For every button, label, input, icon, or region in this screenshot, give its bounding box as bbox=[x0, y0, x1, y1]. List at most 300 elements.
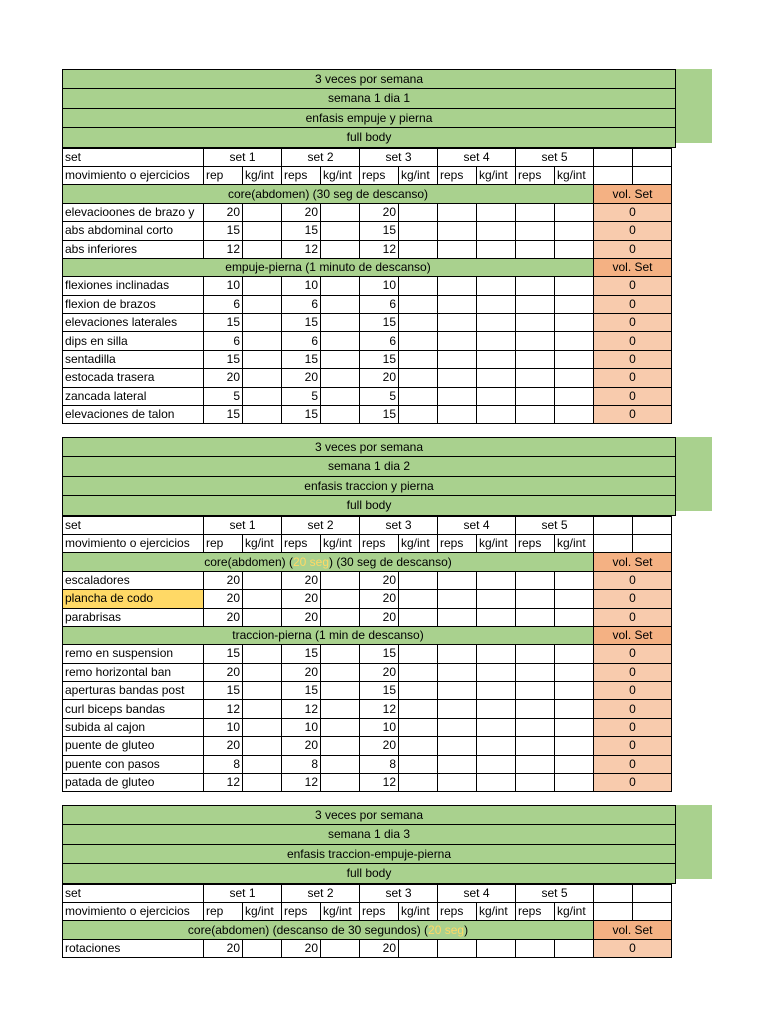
set5-reps[interactable] bbox=[516, 369, 555, 387]
set4-kg[interactable] bbox=[477, 939, 516, 957]
set4-kg[interactable] bbox=[477, 608, 516, 626]
set4-kg[interactable] bbox=[477, 350, 516, 368]
set3-header[interactable]: set 3 bbox=[360, 884, 438, 902]
set1-reps[interactable]: 5 bbox=[204, 387, 243, 405]
subcol[interactable]: rep bbox=[204, 166, 243, 184]
set1-kg[interactable] bbox=[243, 240, 282, 258]
set5-reps[interactable] bbox=[516, 645, 555, 663]
set2-reps[interactable]: 15 bbox=[282, 350, 321, 368]
set5-kg[interactable] bbox=[555, 203, 594, 221]
set4-reps[interactable] bbox=[438, 571, 477, 589]
exercise-name[interactable]: curl biceps bandas bbox=[63, 700, 204, 718]
set2-reps[interactable]: 12 bbox=[282, 700, 321, 718]
vol-set-value[interactable]: 0 bbox=[594, 314, 672, 332]
set2-reps[interactable]: 8 bbox=[282, 755, 321, 773]
set2-kg[interactable] bbox=[321, 718, 360, 736]
set3-reps[interactable]: 20 bbox=[360, 203, 399, 221]
set3-reps[interactable]: 12 bbox=[360, 700, 399, 718]
vol-set-value[interactable]: 0 bbox=[594, 774, 672, 792]
set3-reps[interactable]: 6 bbox=[360, 332, 399, 350]
empty-cell[interactable] bbox=[594, 884, 633, 902]
set2-reps[interactable]: 20 bbox=[282, 369, 321, 387]
subcol[interactable]: reps bbox=[516, 166, 555, 184]
set2-kg[interactable] bbox=[321, 350, 360, 368]
set2-reps[interactable]: 15 bbox=[282, 314, 321, 332]
set2-kg[interactable] bbox=[321, 590, 360, 608]
vol-set-value[interactable]: 0 bbox=[594, 387, 672, 405]
set2-reps[interactable]: 6 bbox=[282, 332, 321, 350]
set4-reps[interactable] bbox=[438, 295, 477, 313]
set2-reps[interactable]: 12 bbox=[282, 774, 321, 792]
set3-reps[interactable]: 20 bbox=[360, 663, 399, 681]
vol-set-header[interactable]: vol. Set bbox=[594, 185, 672, 203]
vol-set-value[interactable]: 0 bbox=[594, 369, 672, 387]
subcol[interactable]: reps bbox=[282, 534, 321, 552]
set1-kg[interactable] bbox=[243, 608, 282, 626]
set5-reps[interactable] bbox=[516, 682, 555, 700]
set3-kg[interactable] bbox=[399, 240, 438, 258]
subcol[interactable]: kg/int bbox=[243, 902, 282, 920]
exercise-name[interactable]: puente de gluteo bbox=[63, 737, 204, 755]
subcol[interactable]: reps bbox=[282, 902, 321, 920]
subcol[interactable]: kg/int bbox=[321, 902, 360, 920]
set3-reps[interactable]: 15 bbox=[360, 314, 399, 332]
set1-kg[interactable] bbox=[243, 645, 282, 663]
set1-reps[interactable]: 12 bbox=[204, 700, 243, 718]
exercise-name[interactable]: parabrisas bbox=[63, 608, 204, 626]
set4-kg[interactable] bbox=[477, 222, 516, 240]
set5-reps[interactable] bbox=[516, 663, 555, 681]
set3-kg[interactable] bbox=[399, 314, 438, 332]
set2-kg[interactable] bbox=[321, 939, 360, 957]
subcol[interactable]: kg/int bbox=[399, 166, 438, 184]
set2-kg[interactable] bbox=[321, 645, 360, 663]
set5-reps[interactable] bbox=[516, 590, 555, 608]
set1-reps[interactable]: 10 bbox=[204, 277, 243, 295]
set5-kg[interactable] bbox=[555, 387, 594, 405]
set5-kg[interactable] bbox=[555, 222, 594, 240]
set4-kg[interactable] bbox=[477, 663, 516, 681]
set1-reps[interactable]: 6 bbox=[204, 295, 243, 313]
set1-header[interactable]: set 1 bbox=[204, 884, 282, 902]
set4-kg[interactable] bbox=[477, 203, 516, 221]
set5-reps[interactable] bbox=[516, 737, 555, 755]
set1-kg[interactable] bbox=[243, 350, 282, 368]
set3-kg[interactable] bbox=[399, 295, 438, 313]
empty-cell[interactable] bbox=[633, 516, 672, 534]
set2-reps[interactable]: 20 bbox=[282, 203, 321, 221]
set5-reps[interactable] bbox=[516, 608, 555, 626]
set4-reps[interactable] bbox=[438, 240, 477, 258]
set5-reps[interactable] bbox=[516, 350, 555, 368]
empty-cell[interactable] bbox=[594, 166, 633, 184]
set4-kg[interactable] bbox=[477, 387, 516, 405]
set2-reps[interactable]: 15 bbox=[282, 645, 321, 663]
set4-reps[interactable] bbox=[438, 369, 477, 387]
vol-set-value[interactable]: 0 bbox=[594, 277, 672, 295]
set3-reps[interactable]: 20 bbox=[360, 737, 399, 755]
set2-kg[interactable] bbox=[321, 406, 360, 424]
set1-reps[interactable]: 15 bbox=[204, 682, 243, 700]
set4-reps[interactable] bbox=[438, 663, 477, 681]
set1-reps[interactable]: 15 bbox=[204, 406, 243, 424]
set5-reps[interactable] bbox=[516, 314, 555, 332]
vol-set-value[interactable]: 0 bbox=[594, 203, 672, 221]
set1-kg[interactable] bbox=[243, 774, 282, 792]
set1-reps[interactable]: 8 bbox=[204, 755, 243, 773]
set4-reps[interactable] bbox=[438, 774, 477, 792]
day3-full-body[interactable]: full body bbox=[62, 863, 676, 883]
subcol[interactable]: reps bbox=[360, 166, 399, 184]
set5-kg[interactable] bbox=[555, 774, 594, 792]
subcol[interactable]: kg/int bbox=[555, 902, 594, 920]
set4-kg[interactable] bbox=[477, 571, 516, 589]
set5-kg[interactable] bbox=[555, 682, 594, 700]
set1-kg[interactable] bbox=[243, 590, 282, 608]
set4-reps[interactable] bbox=[438, 406, 477, 424]
set4-kg[interactable] bbox=[477, 682, 516, 700]
set5-reps[interactable] bbox=[516, 295, 555, 313]
set4-reps[interactable] bbox=[438, 700, 477, 718]
subcol[interactable]: kg/int bbox=[243, 166, 282, 184]
set4-reps[interactable] bbox=[438, 755, 477, 773]
set3-kg[interactable] bbox=[399, 277, 438, 295]
set3-reps[interactable]: 6 bbox=[360, 295, 399, 313]
set2-header[interactable]: set 2 bbox=[282, 516, 360, 534]
set4-reps[interactable] bbox=[438, 645, 477, 663]
set1-kg[interactable] bbox=[243, 939, 282, 957]
day1-emphasis[interactable]: enfasis empuje y pierna bbox=[62, 108, 676, 127]
set2-kg[interactable] bbox=[321, 663, 360, 681]
set3-reps[interactable]: 8 bbox=[360, 755, 399, 773]
subcol[interactable]: rep bbox=[204, 902, 243, 920]
set1-reps[interactable]: 20 bbox=[204, 608, 243, 626]
set4-header[interactable]: set 4 bbox=[438, 516, 516, 534]
set5-kg[interactable] bbox=[555, 608, 594, 626]
vol-set-value[interactable]: 0 bbox=[594, 608, 672, 626]
vol-set-value[interactable]: 0 bbox=[594, 755, 672, 773]
set4-reps[interactable] bbox=[438, 203, 477, 221]
set3-reps[interactable]: 15 bbox=[360, 350, 399, 368]
set4-reps[interactable] bbox=[438, 387, 477, 405]
set3-reps[interactable]: 20 bbox=[360, 939, 399, 957]
set4-kg[interactable] bbox=[477, 406, 516, 424]
exercise-name[interactable]: aperturas bandas post bbox=[63, 682, 204, 700]
empty-cell[interactable] bbox=[633, 148, 672, 166]
section-core[interactable] bbox=[63, 921, 594, 939]
set5-kg[interactable] bbox=[555, 406, 594, 424]
set3-reps[interactable]: 20 bbox=[360, 608, 399, 626]
vol-set-value[interactable]: 0 bbox=[594, 663, 672, 681]
set3-kg[interactable] bbox=[399, 350, 438, 368]
set4-kg[interactable] bbox=[477, 332, 516, 350]
set1-reps[interactable]: 6 bbox=[204, 332, 243, 350]
set2-reps[interactable]: 20 bbox=[282, 590, 321, 608]
subcol[interactable]: reps bbox=[360, 534, 399, 552]
set2-reps[interactable]: 20 bbox=[282, 939, 321, 957]
set2-reps[interactable]: 15 bbox=[282, 682, 321, 700]
set2-reps[interactable]: 15 bbox=[282, 406, 321, 424]
exercise-name[interactable]: elevaciones de talon bbox=[63, 406, 204, 424]
set5-kg[interactable] bbox=[555, 369, 594, 387]
set3-reps[interactable]: 15 bbox=[360, 222, 399, 240]
set1-kg[interactable] bbox=[243, 369, 282, 387]
set5-reps[interactable] bbox=[516, 406, 555, 424]
set4-reps[interactable] bbox=[438, 718, 477, 736]
vol-set-value[interactable]: 0 bbox=[594, 571, 672, 589]
set5-header[interactable]: set 5 bbox=[516, 148, 594, 166]
empty-cell[interactable] bbox=[594, 516, 633, 534]
set5-kg[interactable] bbox=[555, 645, 594, 663]
day1-frequency[interactable]: 3 veces por semana bbox=[62, 69, 676, 88]
set3-kg[interactable] bbox=[399, 663, 438, 681]
empty-cell[interactable] bbox=[594, 534, 633, 552]
day2-frequency[interactable]: 3 veces por semana bbox=[62, 437, 676, 456]
exercise-name[interactable]: abs abdominal corto bbox=[63, 222, 204, 240]
vol-set-value[interactable]: 0 bbox=[594, 222, 672, 240]
set5-reps[interactable] bbox=[516, 203, 555, 221]
set5-kg[interactable] bbox=[555, 590, 594, 608]
exercise-name[interactable]: elevaciones laterales bbox=[63, 314, 204, 332]
set5-reps[interactable] bbox=[516, 718, 555, 736]
set2-kg[interactable] bbox=[321, 700, 360, 718]
subcol[interactable]: reps bbox=[360, 902, 399, 920]
subcol[interactable]: kg/int bbox=[555, 166, 594, 184]
set2-kg[interactable] bbox=[321, 737, 360, 755]
set5-kg[interactable] bbox=[555, 663, 594, 681]
set4-reps[interactable] bbox=[438, 939, 477, 957]
set3-reps[interactable]: 15 bbox=[360, 682, 399, 700]
section-core[interactable]: core(abdomen) (30 seg de descanso) bbox=[63, 185, 594, 203]
set4-reps[interactable] bbox=[438, 608, 477, 626]
exercise-name[interactable]: zancada lateral bbox=[63, 387, 204, 405]
set4-reps[interactable] bbox=[438, 590, 477, 608]
set1-reps[interactable]: 15 bbox=[204, 222, 243, 240]
section-core[interactable] bbox=[63, 553, 594, 571]
day3-emphasis[interactable]: enfasis traccion-empuje-pierna bbox=[62, 844, 676, 863]
set4-kg[interactable] bbox=[477, 295, 516, 313]
subcol[interactable]: kg/int bbox=[399, 534, 438, 552]
day1-week-day[interactable]: semana 1 dia 1 bbox=[62, 88, 676, 107]
set1-kg[interactable] bbox=[243, 332, 282, 350]
movement-label[interactable]: movimiento o ejercicios bbox=[63, 534, 204, 552]
set1-header[interactable]: set 1 bbox=[204, 148, 282, 166]
vol-set-value[interactable]: 0 bbox=[594, 240, 672, 258]
set2-kg[interactable] bbox=[321, 277, 360, 295]
vol-set-value[interactable]: 0 bbox=[594, 718, 672, 736]
set5-header[interactable]: set 5 bbox=[516, 884, 594, 902]
set5-kg[interactable] bbox=[555, 939, 594, 957]
set2-kg[interactable] bbox=[321, 774, 360, 792]
subcol[interactable]: kg/int bbox=[321, 166, 360, 184]
exercise-name[interactable]: rotaciones bbox=[63, 939, 204, 957]
set-label[interactable]: set bbox=[63, 884, 204, 902]
vol-set-header[interactable]: vol. Set bbox=[594, 553, 672, 571]
empty-cell[interactable] bbox=[633, 166, 672, 184]
set2-reps[interactable]: 20 bbox=[282, 737, 321, 755]
set1-header[interactable]: set 1 bbox=[204, 516, 282, 534]
set2-reps[interactable]: 10 bbox=[282, 718, 321, 736]
set4-header[interactable]: set 4 bbox=[438, 884, 516, 902]
subcol[interactable]: kg/int bbox=[321, 534, 360, 552]
set4-reps[interactable] bbox=[438, 277, 477, 295]
set3-reps[interactable]: 10 bbox=[360, 718, 399, 736]
set2-kg[interactable] bbox=[321, 369, 360, 387]
subcol[interactable]: kg/int bbox=[477, 166, 516, 184]
vol-set-value[interactable]: 0 bbox=[594, 939, 672, 957]
set2-reps[interactable]: 15 bbox=[282, 222, 321, 240]
set1-kg[interactable] bbox=[243, 663, 282, 681]
set3-reps[interactable]: 10 bbox=[360, 277, 399, 295]
exercise-name[interactable]: escaladores bbox=[63, 571, 204, 589]
exercise-name[interactable]: puente con pasos bbox=[63, 755, 204, 773]
set4-kg[interactable] bbox=[477, 774, 516, 792]
set1-kg[interactable] bbox=[243, 314, 282, 332]
set2-kg[interactable] bbox=[321, 240, 360, 258]
set2-reps[interactable]: 20 bbox=[282, 663, 321, 681]
set2-header[interactable]: set 2 bbox=[282, 148, 360, 166]
set5-header[interactable]: set 5 bbox=[516, 516, 594, 534]
set3-reps[interactable]: 20 bbox=[360, 590, 399, 608]
set1-kg[interactable] bbox=[243, 737, 282, 755]
set4-kg[interactable] bbox=[477, 755, 516, 773]
set4-reps[interactable] bbox=[438, 350, 477, 368]
day3-frequency[interactable]: 3 veces por semana bbox=[62, 805, 676, 824]
subcol[interactable]: reps bbox=[516, 902, 555, 920]
vol-set-value[interactable]: 0 bbox=[594, 645, 672, 663]
set5-reps[interactable] bbox=[516, 240, 555, 258]
set1-reps[interactable]: 12 bbox=[204, 774, 243, 792]
exercise-name[interactable]: remo horizontal ban bbox=[63, 663, 204, 681]
set4-kg[interactable] bbox=[477, 718, 516, 736]
set3-reps[interactable]: 5 bbox=[360, 387, 399, 405]
vol-set-value[interactable]: 0 bbox=[594, 700, 672, 718]
set1-reps[interactable]: 20 bbox=[204, 939, 243, 957]
subcol[interactable]: rep bbox=[204, 534, 243, 552]
exercise-name[interactable]: flexion de brazos bbox=[63, 295, 204, 313]
set-label[interactable]: set bbox=[63, 516, 204, 534]
set3-kg[interactable] bbox=[399, 369, 438, 387]
vol-set-header[interactable]: vol. Set bbox=[594, 626, 672, 644]
set4-kg[interactable] bbox=[477, 737, 516, 755]
day2-full-body[interactable]: full body bbox=[62, 495, 676, 515]
set5-kg[interactable] bbox=[555, 700, 594, 718]
day2-week-day[interactable]: semana 1 dia 2 bbox=[62, 456, 676, 475]
set1-reps[interactable]: 15 bbox=[204, 314, 243, 332]
set2-reps[interactable]: 10 bbox=[282, 277, 321, 295]
exercise-name[interactable]: estocada trasera bbox=[63, 369, 204, 387]
exercise-name[interactable]: elevacioones de brazo y bbox=[63, 203, 204, 221]
set3-kg[interactable] bbox=[399, 387, 438, 405]
set4-kg[interactable] bbox=[477, 700, 516, 718]
subcol[interactable]: reps bbox=[282, 166, 321, 184]
set5-reps[interactable] bbox=[516, 774, 555, 792]
set5-reps[interactable] bbox=[516, 277, 555, 295]
vol-set-value[interactable]: 0 bbox=[594, 406, 672, 424]
set1-kg[interactable] bbox=[243, 387, 282, 405]
subcol[interactable]: reps bbox=[438, 534, 477, 552]
vol-set-value[interactable]: 0 bbox=[594, 682, 672, 700]
set-label[interactable]: set bbox=[63, 148, 204, 166]
set3-header[interactable]: set 3 bbox=[360, 148, 438, 166]
vol-set-value[interactable]: 0 bbox=[594, 590, 672, 608]
set3-kg[interactable] bbox=[399, 645, 438, 663]
exercise-name[interactable]: flexiones inclinadas bbox=[63, 277, 204, 295]
section-pull-leg[interactable]: traccion-pierna (1 min de descanso) bbox=[63, 626, 594, 644]
exercise-name[interactable]: sentadilla bbox=[63, 350, 204, 368]
subcol[interactable]: reps bbox=[516, 534, 555, 552]
vol-set-value[interactable]: 0 bbox=[594, 295, 672, 313]
exercise-name[interactable]: plancha de codo bbox=[63, 590, 204, 608]
section-push-leg[interactable]: empuje-pierna (1 minuto de descanso) bbox=[63, 258, 594, 276]
set5-kg[interactable] bbox=[555, 718, 594, 736]
vol-set-value[interactable]: 0 bbox=[594, 350, 672, 368]
set4-reps[interactable] bbox=[438, 332, 477, 350]
set1-reps[interactable]: 20 bbox=[204, 590, 243, 608]
set5-reps[interactable] bbox=[516, 387, 555, 405]
set1-kg[interactable] bbox=[243, 406, 282, 424]
set4-kg[interactable] bbox=[477, 645, 516, 663]
set5-kg[interactable] bbox=[555, 314, 594, 332]
subcol[interactable]: kg/int bbox=[243, 534, 282, 552]
set1-reps[interactable]: 20 bbox=[204, 663, 243, 681]
set1-kg[interactable] bbox=[243, 755, 282, 773]
set3-header[interactable]: set 3 bbox=[360, 516, 438, 534]
set2-reps[interactable]: 6 bbox=[282, 295, 321, 313]
day1-full-body[interactable]: full body bbox=[62, 127, 676, 147]
set4-kg[interactable] bbox=[477, 240, 516, 258]
set3-kg[interactable] bbox=[399, 332, 438, 350]
set5-kg[interactable] bbox=[555, 240, 594, 258]
set1-kg[interactable] bbox=[243, 700, 282, 718]
set1-kg[interactable] bbox=[243, 295, 282, 313]
exercise-name[interactable]: dips en silla bbox=[63, 332, 204, 350]
exercise-name[interactable]: remo en suspension bbox=[63, 645, 204, 663]
set1-reps[interactable]: 20 bbox=[204, 203, 243, 221]
set3-kg[interactable] bbox=[399, 203, 438, 221]
set4-kg[interactable] bbox=[477, 277, 516, 295]
set3-kg[interactable] bbox=[399, 406, 438, 424]
set2-reps[interactable]: 20 bbox=[282, 571, 321, 589]
set3-kg[interactable] bbox=[399, 755, 438, 773]
set5-reps[interactable] bbox=[516, 755, 555, 773]
set2-reps[interactable]: 12 bbox=[282, 240, 321, 258]
set3-kg[interactable] bbox=[399, 222, 438, 240]
set3-kg[interactable] bbox=[399, 682, 438, 700]
set1-reps[interactable]: 15 bbox=[204, 645, 243, 663]
set4-reps[interactable] bbox=[438, 737, 477, 755]
exercise-name[interactable]: patada de gluteo bbox=[63, 774, 204, 792]
set1-kg[interactable] bbox=[243, 682, 282, 700]
set5-reps[interactable] bbox=[516, 700, 555, 718]
set4-kg[interactable] bbox=[477, 590, 516, 608]
set2-kg[interactable] bbox=[321, 295, 360, 313]
set5-kg[interactable] bbox=[555, 295, 594, 313]
movement-label[interactable]: movimiento o ejercicios bbox=[63, 902, 204, 920]
set2-kg[interactable] bbox=[321, 314, 360, 332]
set3-kg[interactable] bbox=[399, 700, 438, 718]
set5-kg[interactable] bbox=[555, 571, 594, 589]
set4-reps[interactable] bbox=[438, 314, 477, 332]
set4-reps[interactable] bbox=[438, 682, 477, 700]
set5-reps[interactable] bbox=[516, 939, 555, 957]
set2-kg[interactable] bbox=[321, 387, 360, 405]
subcol[interactable]: reps bbox=[438, 166, 477, 184]
set2-reps[interactable]: 5 bbox=[282, 387, 321, 405]
set1-reps[interactable]: 15 bbox=[204, 350, 243, 368]
set1-reps[interactable]: 12 bbox=[204, 240, 243, 258]
set1-reps[interactable]: 20 bbox=[204, 369, 243, 387]
